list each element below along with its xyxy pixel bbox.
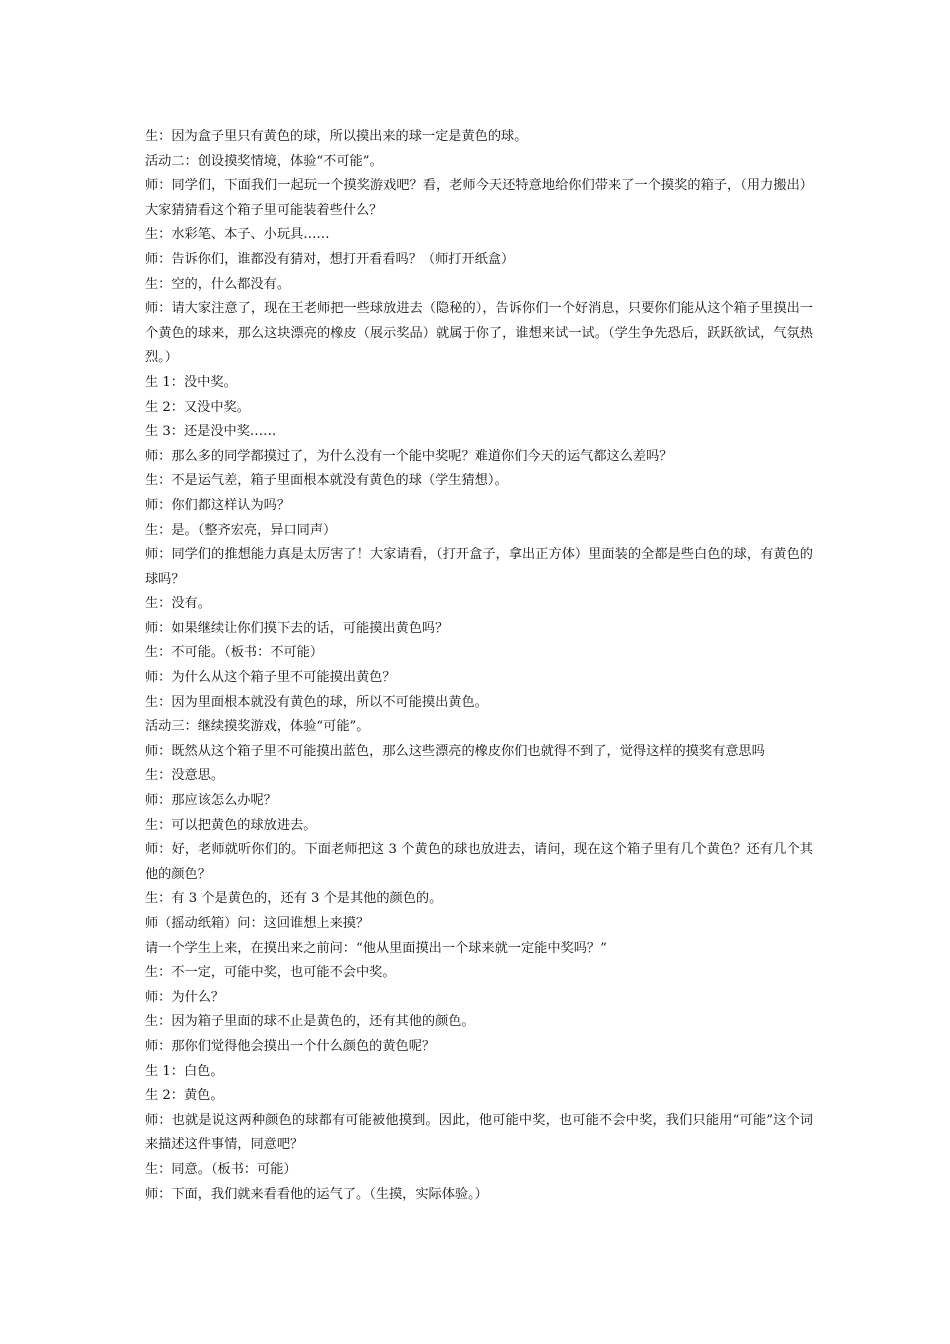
text-line: 生：不一定，可能中奖，也可能不会中奖。 <box>145 965 396 981</box>
text-line: 师：好，老师就听你们的。下面老师把这 3 个黄色的球也放进去，请问，现在这个箱子里有几个黄色？还有几个其他的颜色？ <box>145 842 813 882</box>
text-line: 师：为什么从这个箱子里不可能摸出黄色？ <box>145 670 396 686</box>
text-line: 师：下面，我们就来看看他的运气了。（生摸，实际体验。） <box>145 1186 488 1202</box>
text-line: 生 2：黄色。 <box>145 1088 224 1104</box>
text-line: 生 1：没中奖。 <box>145 374 237 390</box>
text-line: 生：没意思。 <box>145 768 225 784</box>
text-line: 师：为什么？ <box>145 989 225 1005</box>
activity-heading: 活动二：创设摸奖情境，体验“不可能”。 <box>145 153 383 169</box>
text-line: 生：可以把黄色的球放进去。 <box>145 817 317 833</box>
text-line: 师：那应该怎么办呢？ <box>145 793 277 809</box>
text-line: 生：空的，什么都没有。 <box>145 276 291 292</box>
text-line: 师：如果继续让你们摸下去的话，可能摸出黄色吗？ <box>145 620 449 636</box>
document-page <box>145 125 813 1207</box>
text-line: 生：是。（整齐宏亮，异口同声） <box>145 522 337 538</box>
text-line: 生：不可能。（板书：不可能） <box>145 645 324 661</box>
text-line: 生 1：白色。 <box>145 1063 224 1079</box>
text-line: 生：不是运气差，箱子里面根本就没有黄色的球（学生猜想）。 <box>145 473 508 489</box>
text-line: 生：有 3 个是黄色的，还有 3 个是其他的颜色的。 <box>145 891 443 907</box>
text-line: 生 2：又没中奖。 <box>145 399 250 415</box>
text-line: 生：因为盒子里只有黄色的球，所以摸出来的球一定是黄色的球。 <box>145 129 528 144</box>
text-line: 生 3：还是没中奖…… <box>145 424 277 440</box>
text-line: 师（摇动纸箱）问：这回谁想上来摸？ <box>145 916 370 931</box>
text-line: 生：因为箱子里面的球不止是黄色的，还有其他的颜色。 <box>145 1014 475 1030</box>
text-line: 生：水彩笔、本子、小玩具…… <box>145 227 330 243</box>
text-line: 请一个学生上来，在摸出来之前问：“他从里面摸出一个球来就一定能中奖吗？” <box>145 940 607 956</box>
text-line: 师：那么多的同学都摸过了，为什么没有一个能中奖呢？难道你们今天的运气都这么差吗？ <box>145 448 673 464</box>
text-line: 生：因为里面根本就没有黄色的球，所以不可能摸出黄色。 <box>145 694 488 710</box>
text-line: 生：同意。（板书：可能） <box>145 1161 297 1177</box>
text-line: 师：告诉你们，谁都没有猜对，想打开看看吗？（师打开纸盒） <box>145 251 515 267</box>
text-line: 师：同学们，下面我们一起玩一个摸奖游戏吧？看，老师今天还特意地给你们带来了一个摸奖的箱子，（用力搬出）大家猜猜看这个箱子里可能装着些什么？ <box>145 178 813 218</box>
activity-heading: 活动三：继续摸奖游戏，体验“可能”。 <box>145 719 370 735</box>
text-line: 师：你们都这样认为吗？ <box>145 497 291 513</box>
text-line: 师：既然从这个箱子里不可能摸出蓝色，那么这些漂亮的橡皮你们也就得不到了，觉得这样的摸奖有意思吗 <box>145 743 765 759</box>
text-line: 师：也就是说这两种颜色的球都有可能被他摸到。因此，他可能中奖，也可能不会中奖，我们只能用“可能”这个词来描述这件事情，同意吧？ <box>145 1112 813 1153</box>
text-line: 师：同学们的推想能力真是太厉害了！大家请看，（打开盒子，拿出正方体）里面装的全都是些白色的球，有黄色的球吗？ <box>145 547 813 587</box>
text-line: 师：那你们觉得他会摸出一个什么颜色的黄色呢？ <box>145 1038 436 1054</box>
text-line: 生：没有。 <box>145 596 211 612</box>
text-line: 师：请大家注意了，现在王老师把一些球放进去（隐秘的），告诉你们一个好消息，只要你们能从这个箱子里摸出一个黄色的球来，那么这块漂亮的橡皮（展示奖品）就属于你了，谁想来试一试。（学生争先恐后，跃跃欲试，气氛热烈。） <box>145 301 813 366</box>
